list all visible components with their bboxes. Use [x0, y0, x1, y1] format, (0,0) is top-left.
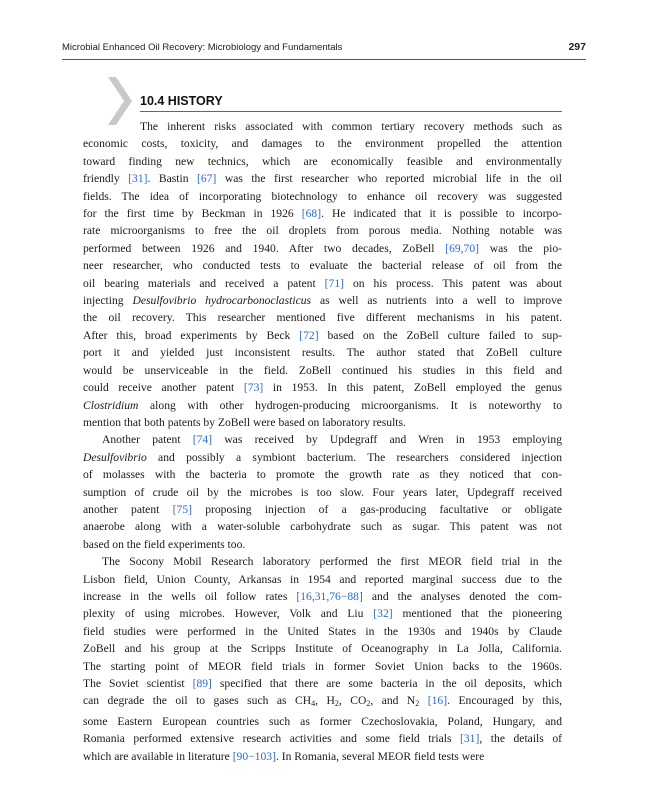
text-line: The Socony Mobil Research laboratory performed the first MEOR field trial in the	[102, 555, 562, 569]
text-line: rate microorganisms to free the oil droplets from porous media. Nothing notable was	[83, 224, 562, 238]
subscript: 2	[334, 699, 339, 709]
citation-link[interactable]: [32]	[373, 607, 393, 621]
citation-link[interactable]: [90−103]	[232, 749, 276, 763]
text-line: for the first time by Beckman in 1926 [68]. He indicated that it is possible to incorpo-	[83, 207, 563, 221]
text-line: Desulfovibrio and possibly a symbiont bacterium. The researchers considered injection	[83, 450, 562, 464]
text-line: Romania performed extensive research activities and some field trials [31], the details of	[83, 732, 562, 746]
text-line: field studies were performed in the United States in the 1930s and 1940s by Claude	[83, 624, 562, 638]
text-line: of molasses with the bacteria to promote the growth rate as they noticed that con-	[83, 468, 562, 482]
text-line: After this, broad experiments by Beck [72] based on the ZoBell culture failed to sup-	[83, 328, 562, 342]
text-line: port it and yielded just inconsistent results. The author stated that ZoBell culture	[83, 346, 562, 360]
text-line: some Eastern European countries such as former Czechoslovakia, Poland, Hungary, and	[83, 714, 562, 728]
text-line: could receive another patent [73] in 1953. In this patent, ZoBell employed the genus	[83, 381, 562, 395]
italic-term: Clostridium	[83, 398, 139, 412]
section-rule	[140, 111, 562, 112]
text-line: would be unserviceable in the field. ZoBell continued his studies in this field and	[83, 363, 562, 377]
subscript: 2	[366, 699, 371, 709]
citation-link[interactable]: [71]	[324, 276, 344, 290]
text-line: Lisbon field, Union County, Arkansas in 1954 and reported marginal success due to the	[83, 572, 562, 586]
text-line: toward finding new technics, which are economically feasible and environmentally	[83, 154, 562, 168]
body-text	[83, 118, 562, 765]
text-line: Another patent [74] was received by Updegraff and Wren in 1953 employing	[102, 433, 562, 447]
text-line: the oil recovery. This researcher mentioned five different mechanisms in his patent.	[83, 311, 562, 325]
running-title: Microbial Enhanced Oil Recovery: Microbiology and Fundamentals	[62, 42, 343, 53]
text-line: The starting point of MEOR field trials in former Soviet Union backs to the 1960s.	[83, 659, 562, 673]
text-line: economic costs, toxicity, and damages to the environment propelled the attention	[83, 137, 562, 151]
text-line: The inherent risks associated with common tertiary recovery methods such as	[140, 120, 562, 133]
citation-link[interactable]: [31]	[460, 732, 480, 746]
text-line: friendly [31]. Bastin [67] was the first researcher who reported microbial life in the oil	[83, 172, 563, 186]
citation-link[interactable]: [69,70]	[445, 241, 480, 255]
text-line: Clostridium along with other hydrogen-producing microorganisms. It is noteworthy to	[83, 398, 562, 412]
text-line: another patent [75] proposing injection of a gas-producing facultative or obligate	[83, 502, 562, 516]
running-header	[62, 41, 586, 60]
text-line: which are available in literature [90−103]. In Romania, several MEOR field tests were	[83, 749, 485, 763]
italic-term: Desulfovibrio	[83, 450, 147, 464]
citation-link[interactable]: [75]	[172, 502, 192, 516]
citation-link[interactable]: [72]	[299, 328, 319, 342]
text-line: neer researcher, who conducted tests to evaluate the bacterial release of oil from the	[83, 259, 562, 273]
text-line: anaerobe along with a water-soluble carbohydrate such as sugar. This patent was not	[83, 520, 562, 534]
citation-link[interactable]: [16]	[427, 694, 448, 708]
italic-term: Desulfovibrio hydrocarbonoclasticus	[132, 294, 312, 308]
citation-link[interactable]: [74]	[192, 433, 213, 447]
citation-link[interactable]: [67]	[197, 172, 217, 186]
text-line: sumption of crude oil by the microbes is too slow. Four years later, Updegraff received	[83, 485, 562, 499]
citation-link[interactable]: [68]	[301, 207, 322, 221]
text-line: mention that both patents by ZoBell were based on laboratory results.	[83, 415, 406, 429]
citation-link[interactable]: [16,31,76−88]	[296, 589, 363, 603]
text-line: based on the field experiments too.	[83, 537, 246, 551]
citation-link[interactable]: [31]	[128, 172, 148, 186]
text-line: can degrade the oil to gases such as $CH_4$, $H_2$, $CO_2$, and $N_2$ [16]. Encouraged by this,	[83, 694, 563, 709]
text-line: ZoBell and his group at the Scripps Institute of Oceanography in La Jolla, California.	[83, 642, 562, 656]
text-line: plexity of using microbes. However, Volk and Liu [32] mentioned that the pioneering	[83, 607, 562, 621]
subscript: 4	[311, 699, 316, 709]
page-number: 297	[568, 41, 586, 53]
text-line: fields. The idea of incorporating biotechnology to enhance oil recovery was suggested	[83, 189, 562, 203]
section-heading: 10.4 HISTORY	[140, 94, 223, 108]
text-line: performed between 1926 and 1940. After two decades, ZoBell [69,70] was the pio-	[83, 241, 562, 255]
subscript: 2	[415, 699, 420, 709]
citation-link[interactable]: [89]	[192, 677, 212, 690]
text-line: The Soviet scientist [89] specified that there are some bacteria in the oil deposits, which	[83, 677, 562, 690]
text-line: oil bearing materials and received a patent [71] on his process. This patent was about	[83, 276, 562, 290]
citation-link[interactable]: [73]	[243, 381, 264, 395]
text-line: increase in the wells oil follow rates [16,31,76−88] and the analyses denoted the com-	[83, 589, 562, 603]
text-line: injecting Desulfovibrio hydrocarbonoclasticus as well as nutrients into a well to improve	[83, 294, 563, 308]
